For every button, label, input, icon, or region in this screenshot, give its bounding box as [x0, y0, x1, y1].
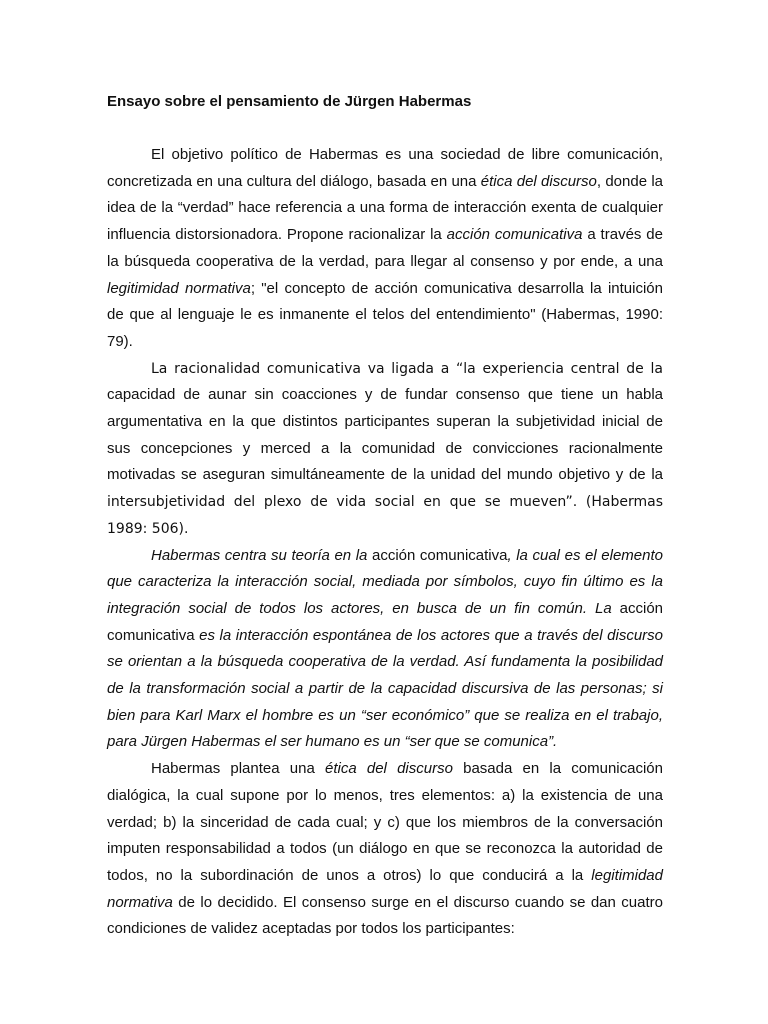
text-run: legitimidad normativa [107, 279, 251, 297]
text-run: El objetivo político de Habermas es una sociedad de libre comunicación, concretizada en una cultura del diálogo, basada en una [107, 146, 663, 190]
paragraph-3 [107, 543, 663, 757]
paragraph-2 [107, 356, 663, 543]
text-run: legitimidad normativa [107, 866, 663, 911]
text-run: La racionalidad comunicativa va ligada a “la experiencia central de la [151, 360, 663, 377]
text-run: Habermas centra su teoría en la [151, 546, 368, 564]
text-run: capacidad de aunar sin coacciones y de fundar consenso que tiene un habla argumentativa en la que distintos participantes superan la subjetividad inicial de sus concepciones y merced a la comunidad de convicciones racionalmente motivadas se aseguran simultáneamente de la unidad del mundo objetivo y de la [107, 386, 663, 484]
text-run: , donde la idea de la “verdad” hace referencia a una forma de interacción exenta de cualquier influencia distorsionadora. Propone racionalizar la [107, 172, 663, 244]
document-title: Ensayo sobre el pensamiento de Jürgen Habermas [107, 93, 472, 110]
text-run: es la interacción espontánea de los actores que a través del discurso se orientan a la búsqueda cooperativa de la verdad. Así fundamenta la posibilidad de la transformación social a partir de la capacidad discursiva de las personas; si bien para Karl Marx el hombre es un “ser económico” que se realiza en el trabajo, para Jürgen Habermas el ser humano es un “ser que se comunica”. [107, 626, 663, 751]
text-run: ; "el concepto de acción comunicativa desarrolla la intuición de que al lenguaje le es inmanente el telos del entendimiento" (Habermas, 1990: 79). [107, 279, 663, 350]
document-page [107, 88, 663, 943]
text-run: , la cual es el elemento que caracteriza la interacción social, mediada por símbolos, cuyo fin último es la integración social de todos los actores, en busca de un fin común. La [107, 546, 663, 617]
text-run: a través de la búsqueda cooperativa de la verdad, para llegar al consenso y por ende, a una [107, 226, 663, 270]
paragraph-4 [107, 756, 663, 943]
text-run: acción comunicativa [446, 226, 583, 244]
text-run: intersubjetividad del plexo de vida social en que se mueven”. (Habermas 1989: 506). [107, 494, 663, 537]
text-run: ética del discurso [325, 760, 453, 778]
text-run: acción comunicativa [107, 599, 664, 644]
text-run: de lo decidido. El consenso surge en el discurso cuando se dan cuatro condiciones de validez aceptadas por todos los participantes: [107, 893, 663, 938]
text-run: acción comunicativa [367, 546, 508, 564]
document-body [107, 142, 663, 943]
text-run: Habermas plantea una [151, 760, 325, 778]
text-run: ética del discurso [480, 172, 597, 190]
text-run: basada en la comunicación dialógica, la cual supone por lo menos, tres elementos: a) la existencia de una verdad; b) la sinceridad de cada cual; y c) que los miembros de la conversación imputen responsabilidad a todos (un diálogo en que se reconozca la autoridad de todos, no la subordinación de unos a otros) lo que conducirá a la [107, 760, 663, 884]
paragraph-1 [107, 142, 663, 356]
